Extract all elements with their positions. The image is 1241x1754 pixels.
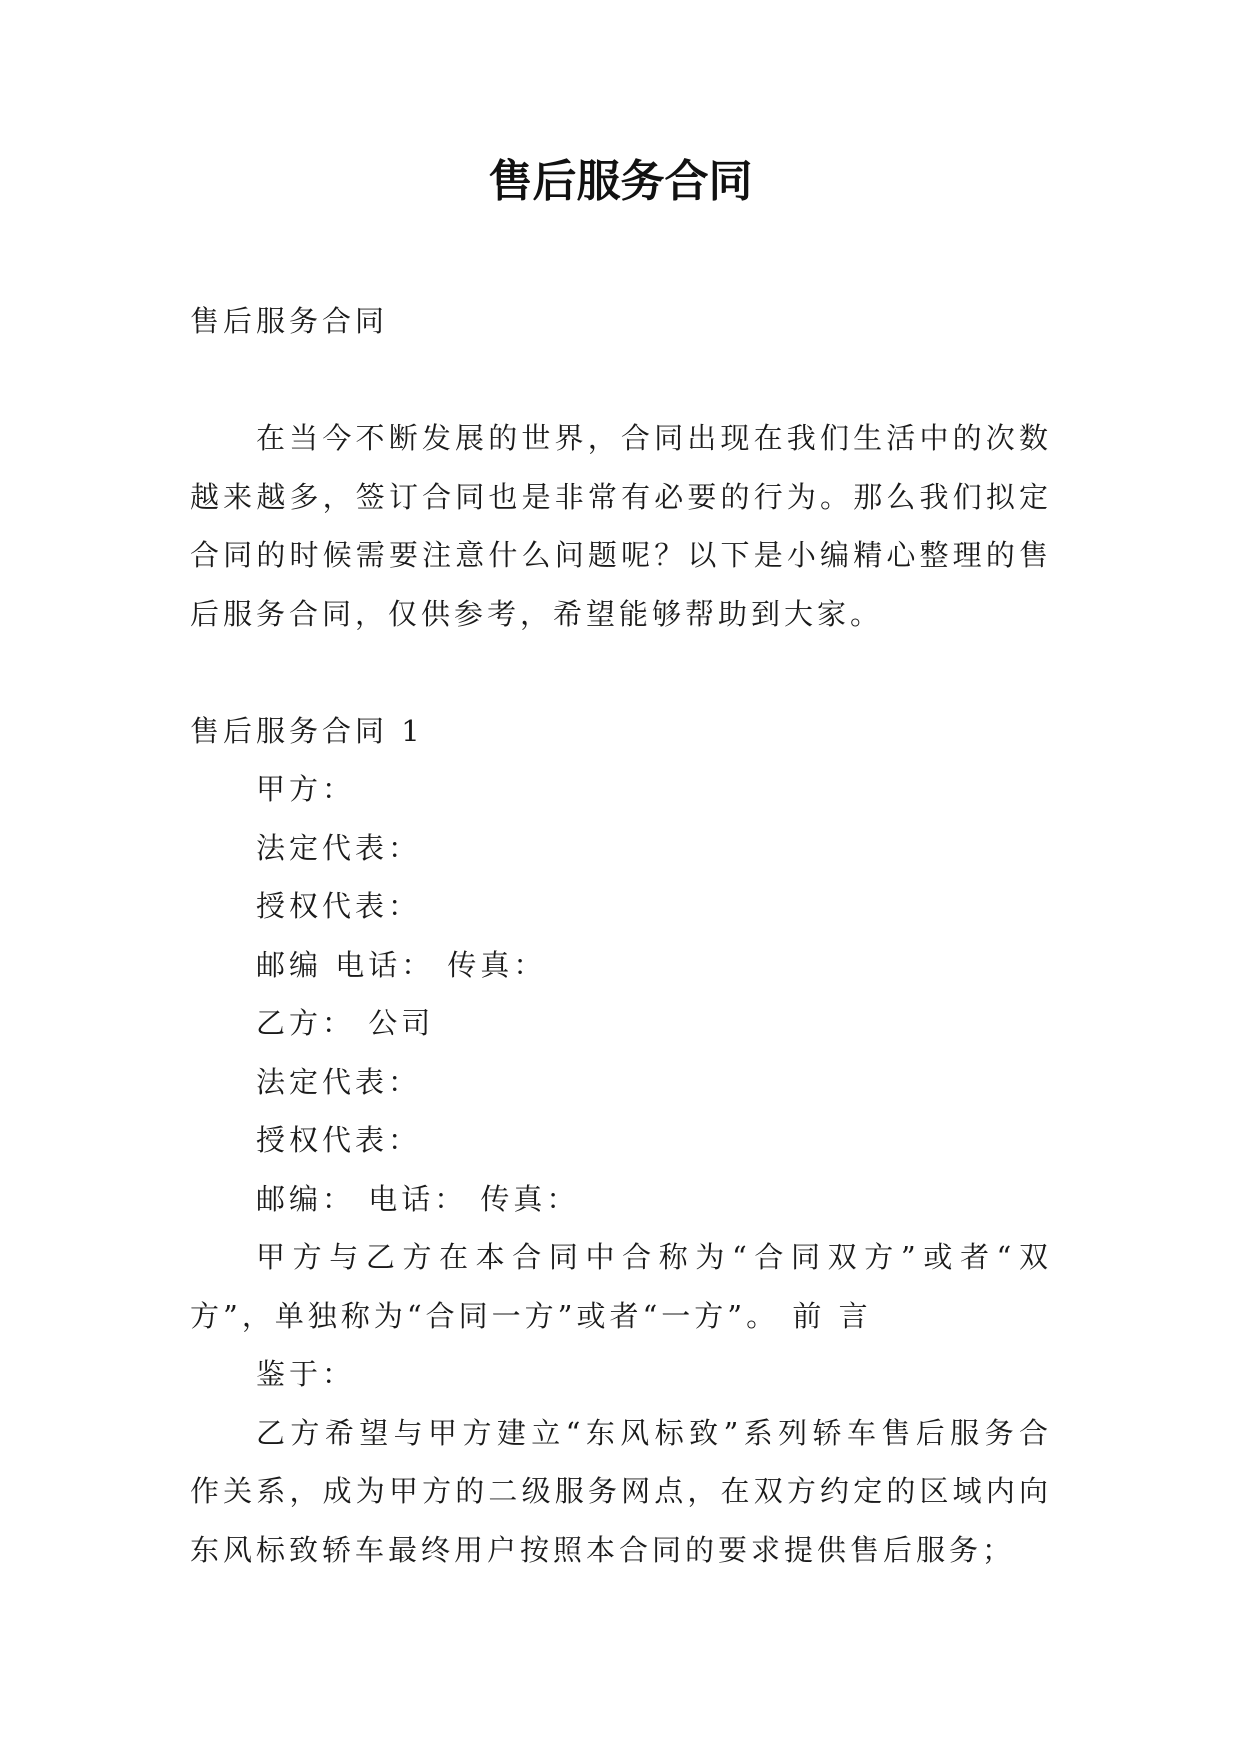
party-a-line: 甲方： [256, 772, 356, 806]
intro-paragraph: 在当今不断发展的世界，合同出现在我们生活中的次数越来越多，签订合同也是非常有必要的行为。那么我们拟定合同的时候需要注意什么问题呢？以下是小编精心整理的售后服务合同，仅供参考，希望能够帮助到大家。 [190, 421, 1052, 631]
party-a-contact-line: 邮编 电话： 传真： [256, 947, 547, 982]
party-b-legal-rep-line: 法定代表： [256, 1064, 422, 1099]
document-body [190, 292, 1052, 1579]
party-b-auth-rep-line: 授权代表： [256, 1123, 422, 1157]
document-title: 售后服务合同 [488, 156, 753, 207]
definition-paragraph: 甲方与乙方在本合同中合称为“合同双方”或者“双方”，单独称为“合同一方”或者“一方”。 前 言 [190, 1240, 1052, 1333]
spacer [190, 643, 1052, 702]
spacer [190, 351, 1052, 410]
party-a-auth-rep-line: 授权代表： [256, 889, 422, 923]
whereas-line: 鉴于： [256, 1357, 356, 1391]
party-a-legal-rep-line: 法定代表： [256, 830, 422, 865]
party-b-line: 乙方： 公司 [256, 1006, 435, 1040]
section-heading: 售后服务合同 1 [190, 713, 424, 748]
subtitle: 售后服务合同 [190, 304, 389, 338]
party-b-contact-line: 邮编： 电话： 传真： [256, 1181, 580, 1216]
clause-paragraph: 乙方希望与甲方建立“东风标致”系列轿车售后服务合作关系，成为甲方的二级服务网点，在双方约定的区域内向东风标致轿车最终用户按照本合同的要求提供售后服务； [190, 1415, 1052, 1567]
